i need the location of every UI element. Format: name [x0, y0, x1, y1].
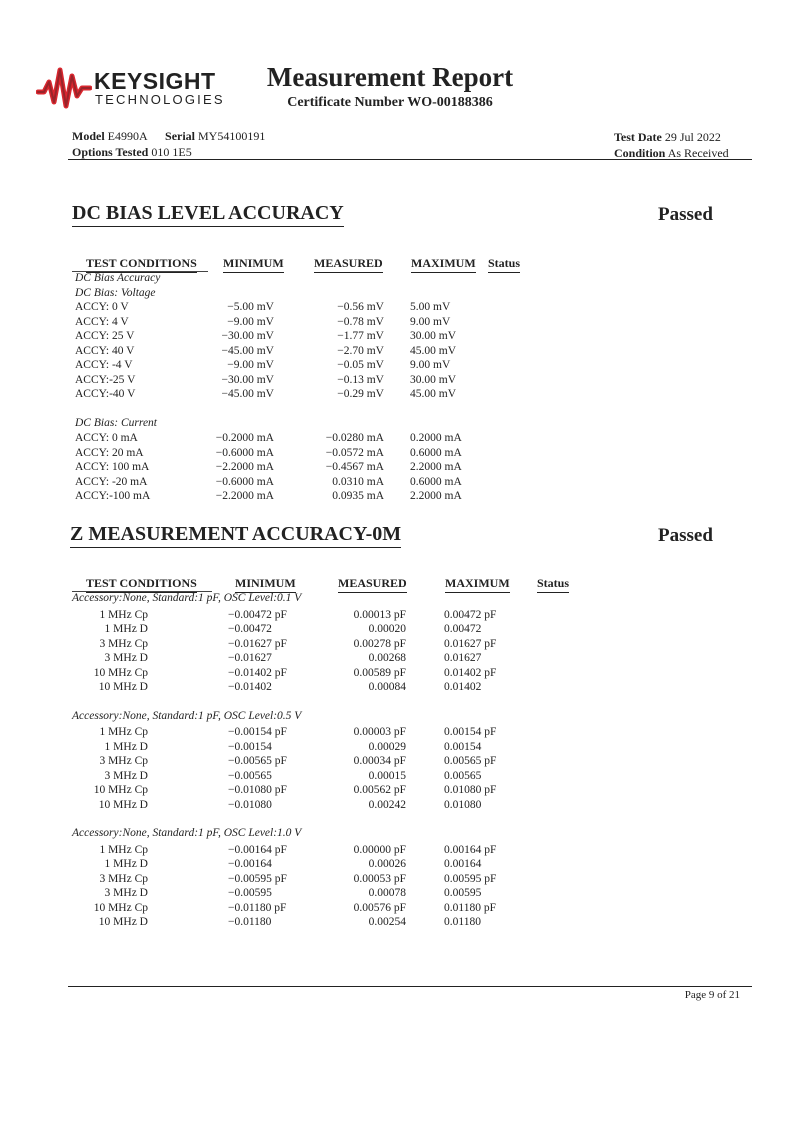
table-row — [72, 637, 572, 652]
cell-measured: 0.00268 — [368, 652, 406, 664]
cell-condition: 3 MHz D — [104, 887, 148, 899]
table-row — [72, 460, 552, 475]
cell-maximum: 30.00 mV — [410, 373, 456, 386]
cell-condition: 10 MHz Cp — [93, 666, 148, 679]
cell-minimum: −0.00472 pF — [228, 608, 287, 621]
cell-measured: −0.0280 mA — [325, 432, 384, 444]
cell-condition: 3 MHz Cp — [99, 872, 148, 885]
cell-minimum: −5.00 mV — [227, 301, 274, 313]
z-meas-result: Passed — [658, 525, 713, 546]
table-row — [72, 666, 572, 681]
footer-divider — [68, 986, 752, 987]
test-date-value: 29 Jul 2022 — [664, 130, 721, 144]
cell-minimum: −0.00472 — [228, 623, 272, 635]
table-row — [72, 725, 572, 740]
cell-maximum: 0.2000 mA — [410, 432, 462, 444]
cell-measured: −2.70 mV — [337, 344, 384, 357]
cell-minimum: −45.00 mV — [221, 344, 274, 357]
cell-measured: 0.00242 — [368, 798, 406, 811]
table-row — [72, 783, 572, 798]
cell-maximum: 0.01180 — [444, 916, 481, 928]
cell-maximum: 0.01627 pF — [444, 637, 497, 650]
table-row — [72, 857, 572, 872]
table-row — [72, 901, 572, 916]
cell-minimum: −0.01627 — [228, 652, 272, 664]
cell-condition: ACCY: 0 V — [75, 301, 129, 313]
brand-subtitle: TECHNOLOGIES — [95, 92, 225, 107]
cell-minimum: −0.00565 pF — [228, 755, 287, 767]
cell-measured: 0.0310 mA — [332, 475, 384, 488]
cell-measured: 0.00053 pF — [353, 872, 406, 885]
cell-condition: ACCY: -4 V — [75, 359, 133, 371]
dc-bias-result: Passed — [658, 204, 713, 225]
cell-minimum: −0.00164 pF — [228, 843, 287, 856]
table-row — [72, 740, 572, 755]
cell-condition: 10 MHz D — [98, 916, 148, 928]
cell-measured: 0.00589 pF — [353, 666, 406, 679]
cell-measured: 0.00026 — [368, 858, 406, 870]
cell-maximum: 45.00 mV — [410, 388, 456, 400]
cell-maximum: 2.2000 mA — [410, 490, 462, 502]
cell-condition: ACCY: 4 V — [75, 315, 129, 328]
cell-maximum: 0.01180 pF — [444, 901, 496, 914]
cell-measured: 0.00029 — [368, 740, 406, 753]
cell-maximum: 9.00 mV — [410, 315, 451, 328]
model-line — [72, 128, 392, 144]
cell-measured: −0.56 mV — [337, 301, 384, 313]
cell-minimum: −0.01080 — [228, 798, 272, 811]
cell-maximum: 0.01627 — [444, 652, 482, 664]
cell-condition: 1 MHz Cp — [99, 726, 148, 738]
table-row — [72, 608, 572, 623]
col-minimum: MINIMUM — [235, 576, 296, 593]
group-label: DC Bias: Voltage — [75, 286, 156, 299]
cell-measured: 0.00078 — [368, 887, 406, 899]
cell-condition: ACCY: 40 V — [75, 344, 135, 357]
group-label-row — [72, 826, 572, 841]
col-test-conditions: TEST CONDITIONS — [86, 256, 197, 273]
cell-measured: −0.05 mV — [337, 359, 384, 371]
table-row — [72, 475, 552, 490]
cell-measured: −0.29 mV — [337, 388, 384, 400]
serial-label: Serial — [165, 129, 196, 143]
table-row — [72, 680, 572, 695]
cell-minimum: −0.6000 mA — [215, 446, 274, 459]
group-label-row — [72, 709, 572, 724]
cell-condition: 3 MHz Cp — [99, 637, 148, 650]
cell-minimum: −9.00 mV — [227, 359, 274, 371]
cell-minimum: −0.01180 pF — [228, 901, 287, 914]
cell-measured: −0.0572 mA — [325, 446, 384, 459]
cell-measured: 0.00000 pF — [353, 843, 406, 856]
cell-condition: 10 MHz D — [98, 681, 148, 693]
brand-name: KEYSIGHT — [94, 68, 216, 94]
cell-condition: 1 MHz D — [104, 740, 148, 753]
cell-measured: 0.00278 pF — [353, 637, 406, 650]
cell-maximum: 0.01080 pF — [444, 784, 497, 796]
cell-maximum: 0.00472 — [444, 623, 482, 635]
cell-condition: ACCY:-100 mA — [75, 490, 151, 502]
cell-measured: 0.00003 pF — [353, 726, 406, 738]
cell-minimum: −45.00 mV — [221, 388, 274, 400]
table-row — [72, 489, 552, 504]
col-status: Status — [537, 576, 569, 593]
cell-condition: 10 MHz Cp — [93, 784, 148, 796]
cell-minimum: −2.2000 mA — [215, 461, 274, 473]
options-line — [72, 144, 392, 160]
cell-minimum: −2.2000 mA — [215, 490, 274, 502]
test-date-label: Test Date — [614, 130, 662, 144]
table-row — [72, 886, 572, 901]
cell-maximum: 45.00 mV — [410, 344, 456, 357]
cell-condition: ACCY: 25 V — [75, 330, 135, 342]
cell-maximum: 2.2000 mA — [410, 461, 462, 473]
col-maximum: MAXIMUM — [445, 576, 510, 593]
cell-measured: 0.0935 mA — [332, 490, 384, 502]
cell-minimum: −0.00164 — [228, 858, 272, 870]
cell-minimum: −0.01627 pF — [228, 637, 287, 650]
cell-condition: 1 MHz Cp — [99, 608, 148, 621]
table-row — [72, 344, 552, 359]
cell-maximum: 9.00 mV — [410, 359, 451, 371]
cell-minimum: −0.2000 mA — [215, 432, 274, 444]
table-row — [72, 651, 572, 666]
cell-minimum: −30.00 mV — [221, 373, 274, 386]
cell-minimum: −0.01180 — [228, 916, 272, 928]
table-row — [72, 358, 552, 373]
cell-maximum: 5.00 mV — [410, 301, 451, 313]
table-row — [72, 446, 552, 461]
page-number: Page 9 of 21 — [684, 989, 740, 1001]
dc-bias-title: DC BIAS LEVEL ACCURACY — [72, 202, 344, 227]
cell-minimum: −0.01402 — [228, 681, 272, 693]
report-title: Measurement Report — [266, 62, 514, 92]
z-meas-title: Z MEASUREMENT ACCURACY-0M — [70, 523, 401, 548]
header-divider — [68, 159, 752, 160]
table-row — [72, 872, 572, 887]
cell-measured: 0.00013 pF — [353, 608, 406, 621]
cell-minimum: −0.6000 mA — [215, 475, 274, 488]
cell-condition: 1 MHz Cp — [99, 843, 148, 856]
cell-maximum: 0.00164 pF — [444, 843, 497, 856]
condition-label: Condition — [614, 146, 666, 160]
cell-maximum: 0.01402 pF — [444, 666, 497, 679]
test-date-line — [614, 129, 754, 145]
cell-maximum: 0.00565 — [444, 769, 482, 782]
instrument-info — [72, 128, 392, 160]
cell-measured: 0.00576 pF — [353, 901, 406, 914]
group-label: Accessory:None, Standard:1 pF, OSC Level:0.5 V — [72, 709, 302, 722]
cell-measured: 0.00562 pF — [353, 784, 406, 796]
cell-measured: −0.78 mV — [337, 315, 384, 328]
cell-minimum: −0.00595 pF — [228, 872, 287, 885]
table-row — [72, 300, 552, 315]
col-measured: MEASURED — [314, 256, 383, 273]
cell-measured: 0.00254 — [368, 916, 406, 928]
table-row — [72, 915, 572, 930]
cell-condition: 3 MHz D — [104, 652, 148, 664]
table-row — [72, 315, 552, 330]
group-label-row — [72, 591, 572, 606]
col-minimum: MINIMUM — [223, 256, 284, 273]
model-value: E4990A — [107, 129, 148, 143]
cell-measured: −0.13 mV — [337, 373, 384, 386]
cell-maximum: 0.00164 — [444, 858, 482, 870]
col-measured: MEASURED — [338, 576, 407, 593]
cell-minimum: −0.00154 pF — [228, 726, 287, 738]
group-label-row — [72, 286, 552, 301]
options-value: 010 1E5 — [151, 145, 192, 159]
cell-condition: 1 MHz D — [104, 858, 148, 870]
cell-condition: ACCY:-25 V — [75, 373, 136, 386]
cell-measured: −0.4567 mA — [325, 461, 384, 473]
cell-minimum: −0.00565 — [228, 769, 272, 782]
cell-minimum: −0.01402 pF — [228, 666, 287, 679]
group-label: DC Bias: Current — [75, 416, 157, 429]
condition-value: As Received — [667, 146, 729, 160]
keysight-wave-icon — [36, 66, 92, 110]
test-info — [614, 129, 754, 161]
group-label: Accessory:None, Standard:1 pF, OSC Level:0.1 V — [72, 592, 302, 604]
cell-condition: 10 MHz D — [98, 798, 148, 811]
group-label: DC Bias Accuracy — [75, 272, 161, 284]
cell-measured: 0.00020 — [368, 623, 406, 635]
table-row — [72, 373, 552, 388]
col-test-conditions: TEST CONDITIONS — [86, 576, 197, 593]
table-row — [72, 754, 572, 769]
cell-minimum: −0.00154 — [228, 740, 272, 753]
cell-condition: 3 MHz D — [104, 769, 148, 782]
cell-maximum: 0.6000 mA — [410, 446, 462, 459]
serial-value: MY54100191 — [198, 129, 266, 143]
cell-measured: 0.00015 — [368, 769, 406, 782]
cell-condition: ACCY:-40 V — [75, 388, 136, 400]
cell-maximum: 0.00595 pF — [444, 872, 497, 885]
table-row — [72, 843, 572, 858]
cell-measured: −1.77 mV — [337, 330, 384, 342]
cell-measured: 0.00084 — [368, 681, 406, 693]
cell-condition: ACCY: 100 mA — [75, 461, 150, 473]
table-row — [72, 431, 552, 446]
cell-minimum: −0.01080 pF — [228, 784, 287, 796]
cell-maximum: 0.01402 — [444, 681, 482, 693]
cell-maximum: 0.00595 — [444, 887, 482, 899]
group-label-row — [72, 271, 552, 286]
cell-condition: ACCY: -20 mA — [75, 475, 148, 488]
cell-condition: ACCY: 20 mA — [75, 446, 144, 459]
model-label: Model — [72, 129, 105, 143]
cell-maximum: 0.01080 — [444, 798, 482, 811]
table-row — [72, 622, 572, 637]
cell-maximum: 0.6000 mA — [410, 475, 462, 488]
cell-condition: ACCY: 0 mA — [75, 432, 138, 444]
table-row — [72, 769, 572, 784]
table-row — [72, 798, 572, 813]
col-maximum: MAXIMUM — [411, 256, 476, 273]
cell-minimum: −9.00 mV — [227, 315, 274, 328]
cell-measured: 0.00034 pF — [353, 755, 406, 767]
col-status: Status — [488, 256, 520, 273]
group-label: Accessory:None, Standard:1 pF, OSC Level:1.0 V — [72, 827, 302, 839]
cell-minimum: −0.00595 — [228, 887, 272, 899]
options-label: Options Tested — [72, 145, 149, 159]
cell-maximum: 0.00565 pF — [444, 755, 497, 767]
cell-minimum: −30.00 mV — [221, 330, 274, 342]
cell-condition: 3 MHz Cp — [99, 755, 148, 767]
cell-maximum: 0.00472 pF — [444, 608, 497, 621]
table-row — [72, 387, 552, 402]
certificate-number: Certificate Number WO-00188386 — [287, 95, 493, 110]
cell-maximum: 0.00154 pF — [444, 726, 497, 738]
keysight-logo — [36, 66, 225, 110]
cell-maximum: 30.00 mV — [410, 330, 456, 342]
group-label-row — [72, 416, 552, 431]
cell-condition: 1 MHz D — [104, 623, 148, 635]
cell-condition: 10 MHz Cp — [93, 901, 148, 914]
cell-maximum: 0.00154 — [444, 740, 482, 753]
table-row — [72, 329, 552, 344]
